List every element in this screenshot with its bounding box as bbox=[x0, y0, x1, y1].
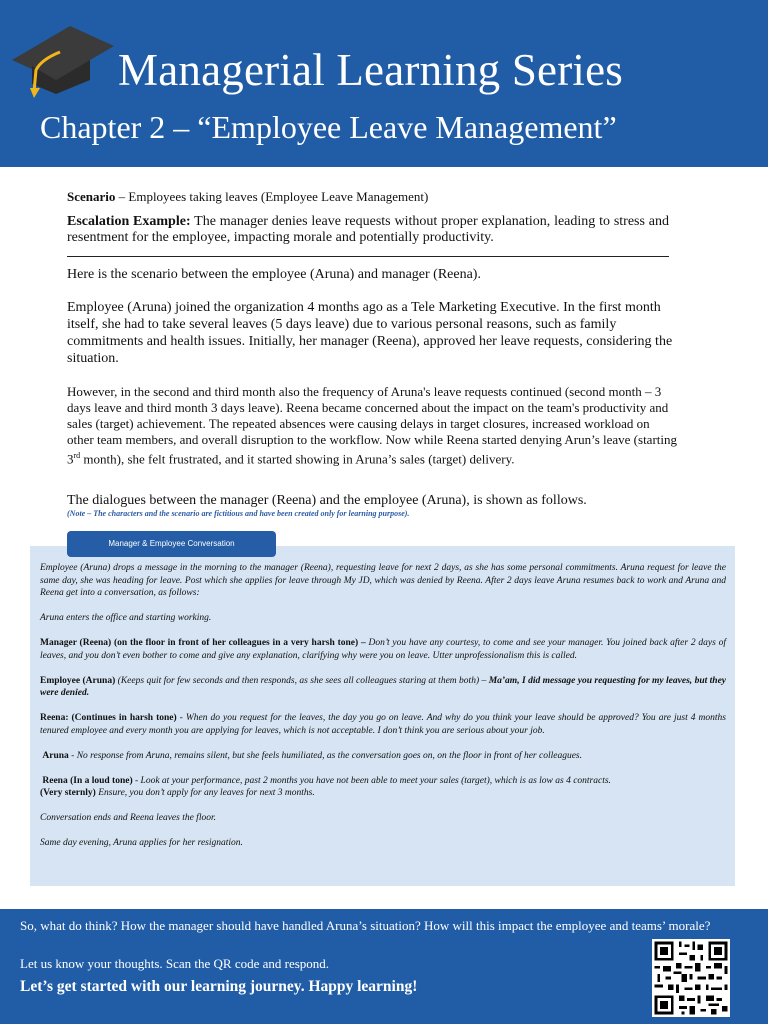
footer-question: So, what do think? How the manager should have handled Aruna’s situation? How will this impact the employee and teams’ morale? bbox=[20, 918, 711, 933]
paragraph-two-start: However, in the second and third month also the frequency of Aruna's leave requests continued (second month – 3 days leave and third month 3 days leave). Reena became concerned about the impact on the team's productivity and sales (target) achievement. The repeated absences were causing delays in target closures, increased workload on other team members, and overall disruption to the workflow. Now while Reena started denying Arun’s leave (starting 3 bbox=[67, 384, 677, 467]
reena-stern-label: (Very sternly) bbox=[40, 788, 96, 798]
aruna-text: - No response from Aruna, remains silent, but she feels humiliated, as the conversation goes on, on the floor in front of her colleagues. bbox=[68, 750, 582, 761]
reena-loud-speaker: Reena (In a loud tone) bbox=[42, 775, 133, 786]
scenario-text: – Employees taking leaves (Employee Leave Management) bbox=[115, 189, 429, 204]
manager-line-3 bbox=[40, 775, 726, 800]
manager-speaker: Manager (Reena) (on the floor in front of her colleagues in a very harsh tone) – bbox=[40, 638, 366, 648]
conversation-end: Conversation ends and Reena leaves the floor. bbox=[40, 813, 216, 823]
conversation-text bbox=[40, 562, 726, 862]
fiction-note: (Note – The characters and the scenario are fictitious and have been created only for learning purpose). bbox=[67, 509, 410, 518]
scenario-label: Scenario bbox=[67, 189, 116, 204]
scenario-line bbox=[67, 189, 428, 205]
section-divider bbox=[67, 256, 669, 257]
series-title: Managerial Learning Series bbox=[118, 45, 623, 95]
graduation-cap-icon bbox=[10, 18, 116, 98]
footer-instruction: Let us know your thoughts. Scan the QR code and respond. bbox=[20, 956, 330, 971]
employee-action: (Keeps quit for few seconds and then responds, as she sees all colleagues staring at them both) – bbox=[115, 675, 487, 686]
conversation-entry: Aruna enters the office and starting working. bbox=[40, 613, 212, 623]
paragraph-one: Employee (Aruna) joined the organization 4 months ago as a Tele Marketing Executive. In the first month itself, she had to take several leaves (5 days leave) due to various personal reasons, such as family commitments and health issues. Initially, her manager (Reena), approved her leave requests, considering the situation. bbox=[67, 300, 673, 366]
paragraph-two bbox=[67, 384, 679, 467]
reena-text: - When do you request for the leaves, the day you go on leave. And why do you think your leave should be approved? You are just 4 months tenured employee and every month you are applying for leaves, which is not acceptable. I don’t think you are serious about your job. bbox=[40, 713, 726, 736]
aruna-speaker: Aruna bbox=[42, 750, 69, 761]
conversation-context: Employee (Aruna) drops a message in the morning to the manager (Reena), requesting leave for next 2 days, as she has some personal commitments. Aruna request for leave the same day, she was heading for leave. Post which she applies for leave through My JD, which was denied by Reena. After 2 days leave Aruna resumes back to work and Aruna and Reena get into a conversation, as follows: bbox=[40, 563, 726, 598]
dialogue-intro: The dialogues between the manager (Reena) and the employee (Aruna), is shown as follows. bbox=[67, 493, 587, 508]
employee-line-1 bbox=[40, 675, 726, 700]
intro-paragraph: Here is the scenario between the employee (Aruna) and manager (Reena). bbox=[67, 267, 481, 282]
reena-speaker: Reena: (Continues in harsh tone) bbox=[40, 713, 177, 723]
manager-line-2 bbox=[40, 712, 726, 737]
escalation-example bbox=[67, 214, 669, 246]
resignation-line: Same day evening, Aruna applies for her resignation. bbox=[40, 838, 243, 848]
employee-reply: Ma’am, I did message you requesting for my leaves, but they were denied. bbox=[40, 675, 727, 698]
aruna-line bbox=[40, 750, 726, 763]
qr-code-icon[interactable] bbox=[652, 939, 730, 1017]
paragraph-two-end: month), she felt frustrated, and it started showing in Aruna’s sales (target) delivery. bbox=[80, 451, 515, 467]
header-banner bbox=[0, 0, 768, 167]
employee-speaker: Employee (Aruna) bbox=[40, 675, 116, 686]
manager-text: Don’t you have any courtesy, to come and see your manager. You joined back after 2 days of leaves, and you don’t even bother to come and give any explanation, clarifying why were you on leave. Utter unprofessionalism this is called. bbox=[40, 638, 727, 661]
footer-banner bbox=[0, 909, 768, 1024]
footer-closing: Let’s get started with our learning journey. Happy learning! bbox=[20, 978, 418, 995]
chapter-title: Chapter 2 – “Employee Leave Management” bbox=[40, 109, 617, 145]
manager-line-1 bbox=[40, 637, 726, 662]
conversation-tab: Manager & Employee Conversation bbox=[67, 531, 276, 557]
reena-stern-text: Ensure, you don’t apply for any leaves for next 3 months. bbox=[95, 788, 315, 798]
reena-loud-text: - Look at your performance, past 2 months you have not been able to meet your sales (target), which is as low as 4 contracts. bbox=[132, 775, 611, 786]
escalation-text: The manager denies leave requests without proper explanation, leading to stress and resentment for the employee, impacting morale and potentially productivity. bbox=[67, 214, 669, 245]
ordinal-suffix: rd bbox=[73, 451, 81, 460]
escalation-label: Escalation Example: bbox=[67, 214, 191, 229]
